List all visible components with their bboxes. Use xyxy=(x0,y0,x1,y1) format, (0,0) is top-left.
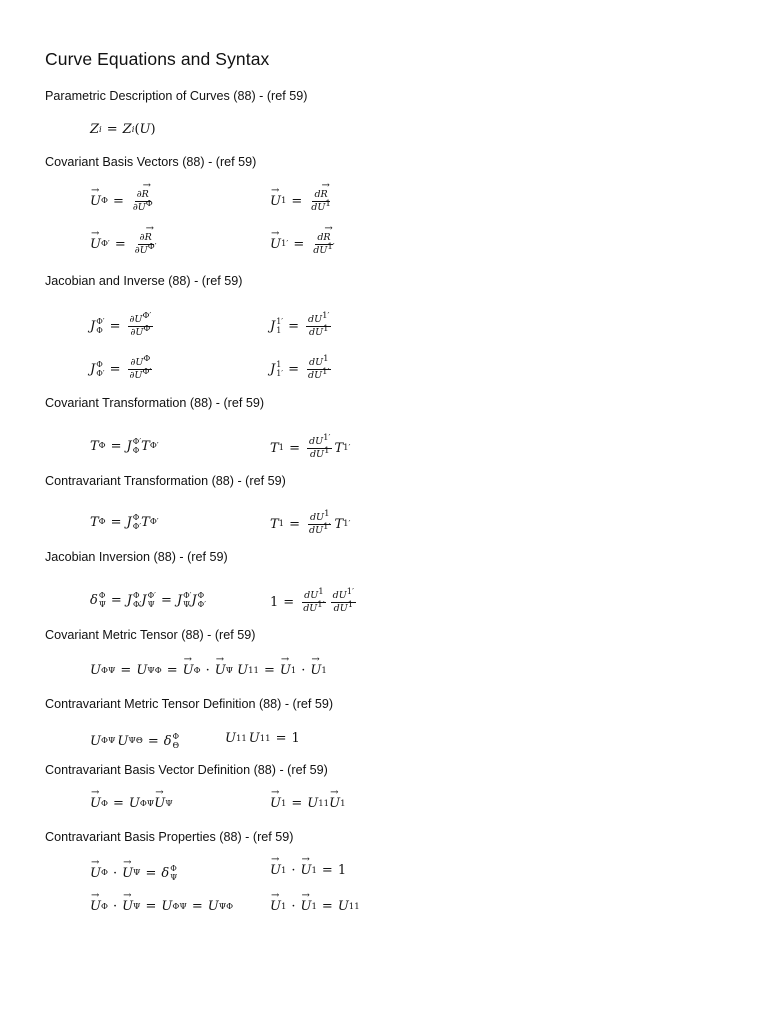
heading-jacobian: Jacobian and Inverse (88) - (ref 59) xyxy=(45,274,243,288)
eq-cov-transform-1: T Φ = J Φ′ Φ T Φ′ xyxy=(90,437,159,455)
heading-cov-transform: Covariant Transformation (88) - (ref 59) xyxy=(45,396,265,410)
eq-contra-transform-1: T Φ = J Φ Φ′ T Φ′ xyxy=(90,513,159,531)
eq-contra-basis-def-1: → U Φ = U ΦΨ → U Ψ xyxy=(90,797,173,810)
heading-contra-transform: Contravariant Transformation (88) - (ref 59) xyxy=(45,474,286,488)
eq-basis-4: → U 1′ = $\frac{d\to R}{dU^{1'}}$ xyxy=(270,233,339,255)
eq-parametric: Z i = Z i ( U ) xyxy=(90,122,156,137)
eq-jacobian-3: J Φ Φ′ = $\frac{\partial U^\Phi}{\partial U^{\Phi'}}$ xyxy=(90,353,152,381)
heading-basis: Covariant Basis Vectors (88) - (ref 59) xyxy=(45,155,257,169)
eq-contra-basis-props-4: → U 1 · → U 1 = U 11 xyxy=(270,900,360,913)
page-title: Curve Equations and Syntax xyxy=(45,49,270,69)
eq-basis-3: → U Φ′ = $\frac{\partial\to R}{\partial U^{\Phi'}}$ xyxy=(90,233,161,255)
eq-jac-inversion-1: δ Φ Ψ = J Φ Φ′ J Φ′ Ψ = J Φ′ Ψ J Φ Φ′ xyxy=(90,591,207,609)
eq-cov-metric: U ΦΨ = U ΨΦ = → U Φ · → U Ψ U 11 = → U 1 · → U 1 xyxy=(90,664,327,677)
eq-contra-basis-props-1: → U Φ · → U Ψ = δ Φ Ψ xyxy=(90,864,177,882)
eq-jacobian-1: J Φ′ Φ = $\frac{\partial U^{\Phi'}}{\partial U^\Phi}$ xyxy=(90,310,152,338)
heading-contra-basis-def: Contravariant Basis Vector Definition (88) - (ref 59) xyxy=(45,763,328,777)
eq-contra-metric-2: U 11 U 11 = 1 xyxy=(225,731,300,746)
heading-jac-inversion: Jacobian Inversion (88) - (ref 59) xyxy=(45,550,228,564)
eq-contra-basis-props-2: → U 1 · → U 1 = 1 xyxy=(270,864,346,877)
eq-contra-basis-def-2: → U 1 = U 11 → U 1 xyxy=(270,797,345,810)
eq-basis-2: → U 1 = $\frac{d\to R}{dU^1}$ xyxy=(270,190,335,212)
eq-jacobian-4: J 1 1′ = $\frac{dU^1}{dU^{1'}}$ xyxy=(270,353,330,381)
heading-contra-basis-props: Contravariant Basis Properties (88) - (ref 59) xyxy=(45,830,294,844)
heading-contra-metric: Contravariant Metric Tensor Definition (88) - (ref 59) xyxy=(45,697,334,711)
eq-basis-1: → U Φ = $\frac{\partial\to R}{\partial U^\Phi}$ xyxy=(90,190,157,212)
eq-contra-transform-2: T 1 = $\frac{dU^1}{dU^{1'}}$ T 1′ xyxy=(270,508,351,536)
eq-contra-metric-1: U ΦΨ U ΨΘ = δ Φ Θ xyxy=(90,732,180,750)
eq-jac-inversion-2: 1 = $\frac{dU^1}{dU^{1'}}$ $\frac{dU^{1'}}{dU^1}$ xyxy=(270,586,355,614)
eq-cov-transform-2: T 1 = $\frac{dU^{1'}}{dU^1}$ T 1′ xyxy=(270,432,351,460)
eq-jacobian-2: J 1′ 1 = $\frac{dU^{1'}}{dU^1}$ xyxy=(270,310,330,338)
heading-parametric: Parametric Description of Curves (88) - (ref 59) xyxy=(45,89,308,103)
heading-cov-metric: Covariant Metric Tensor (88) - (ref 59) xyxy=(45,628,256,642)
eq-contra-basis-props-3: → U Φ · → U Ψ = U ΦΨ = U ΨΦ xyxy=(90,900,233,913)
